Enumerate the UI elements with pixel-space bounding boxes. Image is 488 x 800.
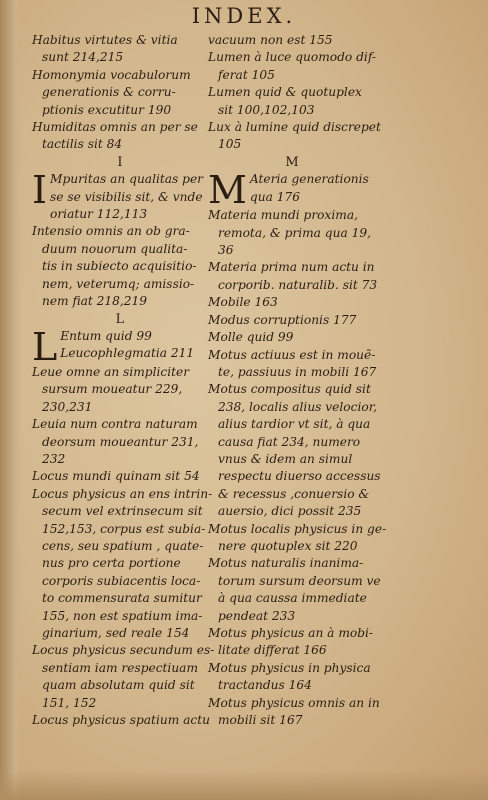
entry-line: vacuum non est 155: [208, 33, 333, 47]
index-column-right: [208, 32, 387, 729]
index-entry: [208, 312, 376, 329]
entry-line: Mobile 163: [208, 295, 278, 310]
entry-line: 105: [218, 137, 242, 152]
entry-line: auersio, dici possit 235: [218, 504, 362, 519]
entry-line: Locus mundi quinam sit 54: [32, 469, 200, 484]
entry-line: respectu diuerso accessus: [218, 469, 381, 484]
index-entry: [208, 660, 376, 695]
index-entry: [208, 259, 376, 294]
entry-line: Materia prima num actu in: [208, 260, 375, 275]
index-entry: [208, 207, 376, 259]
entry-line: & recessus ,conuersio &: [218, 486, 370, 501]
index-entry: [208, 119, 381, 154]
entry-line: Mpuritas an qualitas per: [50, 172, 203, 187]
entry-line: tractandus 164: [218, 678, 312, 693]
entry-line: Lux à lumine quid discrepet: [208, 120, 381, 135]
index-entry: [32, 324, 208, 369]
entry-line: Motus compositus quid sit: [208, 382, 371, 397]
index-entry: [32, 168, 208, 223]
entry-line: Locus physicus spatium actu: [32, 713, 210, 728]
drop-cap: I: [32, 168, 48, 213]
index-entry: [208, 347, 376, 382]
index-entry: [32, 119, 208, 154]
page-edge-shadow: [0, 0, 22, 800]
entry-line: mobili sit 167: [218, 713, 303, 728]
entry-line: Intensio omnis an ob gra-: [32, 224, 190, 239]
entry-line: Leuia num contra naturam: [32, 417, 198, 432]
entry-line: secum vel extrinsecum sit: [42, 504, 203, 519]
entry-line: vnus & idem an simul: [218, 451, 353, 466]
index-entry: [208, 32, 376, 49]
entry-line: nem, veterumq; amissio-: [42, 276, 195, 291]
index-entry: [32, 468, 208, 485]
drop-cap: M: [208, 168, 247, 213]
entry-line: corporis subiacentis loca-: [42, 573, 201, 588]
entry-line: Lumen à luce quomodo dif-: [208, 50, 377, 65]
index-entry: [32, 416, 208, 468]
entry-line: torum sursum deorsum ve: [218, 573, 381, 588]
index-entry: [32, 223, 208, 310]
entry-line: Lumen quid & quotuplex: [208, 85, 362, 100]
page-bottom-shadow: [0, 770, 488, 800]
entry-line: ptionis excutitur 190: [42, 102, 172, 117]
entry-line: 152,153, corpus est subia-: [42, 521, 206, 536]
index-entry: [208, 329, 376, 346]
section-letter: I: [117, 154, 123, 170]
entry-line: deorsum moueantur 231,: [42, 434, 199, 449]
entry-line: Motus actiuus est in mouẽ-: [208, 347, 376, 362]
entry-line: generationis & corru-: [42, 85, 176, 100]
entry-line: corporib. naturalib. sit 73: [218, 277, 378, 292]
index-entry: [32, 32, 208, 67]
index-entry: [208, 555, 381, 625]
entry-line: à qua caussa immediate: [218, 591, 367, 606]
entry-line: alius tardior vt sit, à qua: [218, 417, 371, 432]
drop-cap: L: [32, 324, 58, 369]
entry-line: causa fiat 234, numero: [218, 434, 361, 449]
entry-line: nere quotuplex sit 220: [218, 538, 358, 553]
entry-line: nem fiat 218,219: [42, 294, 148, 309]
entry-line: ginarium, sed reale 154: [42, 626, 190, 640]
index-entry: [32, 712, 208, 729]
entry-line: Motus physicus in physica: [208, 660, 371, 675]
entry-line: tactilis sit 84: [42, 137, 123, 152]
entry-line: qua 176: [249, 189, 300, 204]
section-letter: M: [285, 154, 299, 170]
page-title: INDEX.: [191, 4, 297, 28]
entry-line: nus pro certa portione: [42, 556, 181, 571]
entry-line: Homonymia vocabulorum: [32, 67, 191, 82]
entry-line: litate differat 166: [218, 643, 327, 658]
entry-line: Leue omne an simpliciter: [32, 364, 190, 379]
entry-line: 151, 152: [42, 695, 97, 710]
entry-line: Molle quid 99: [208, 330, 294, 345]
section-letter: L: [115, 311, 125, 327]
entry-line: Materia mundi proxima,: [208, 208, 358, 223]
entry-line: Modus corruptionis 177: [208, 312, 357, 327]
index-entry: [208, 381, 381, 520]
entry-line: se se visibilis sit, & vnde: [50, 189, 203, 204]
entry-line: Motus naturalis inanima-: [208, 556, 364, 571]
entry-line: Leucophlegmatia 211: [60, 346, 195, 361]
index-entry: [208, 521, 387, 556]
entry-line: Entum quid 99: [60, 328, 152, 343]
entry-line: 238, localis alius velocior,: [218, 399, 378, 414]
index-entry: [208, 695, 380, 730]
entry-line: sursum moueatur 229,: [42, 382, 183, 397]
entry-line: sunt 214,215: [42, 50, 124, 65]
entry-line: 232: [42, 451, 66, 466]
index-entry: [32, 642, 215, 712]
entry-line: cens, seu spatium , quate-: [42, 538, 204, 553]
entry-line: quam absolutam quid sit: [42, 678, 195, 693]
entry-line: Locus physicus secundum es-: [32, 643, 215, 658]
entry-line: Motus physicus an à mobi-: [208, 626, 374, 640]
entry-line: Motus localis physicus in ge-: [208, 521, 387, 536]
index-entry: [32, 364, 208, 416]
index-entry: [32, 486, 213, 643]
entry-line: sentiam iam respectiuam: [42, 660, 199, 675]
index-column-left: [32, 32, 215, 729]
entry-line: sit 100,102,103: [218, 102, 315, 117]
entry-line: Motus physicus omnis an in: [208, 695, 380, 710]
entry-line: duum nouorum qualita-: [42, 241, 188, 256]
entry-line: 155, non est spatium ima-: [42, 608, 203, 623]
entry-line: remota, & prima qua 19,: [218, 225, 371, 240]
entry-line: 36: [218, 243, 234, 258]
index-entry: [208, 294, 376, 311]
index-entry: [32, 67, 208, 119]
entry-line: ferat 105: [218, 67, 275, 82]
entry-line: Habitus virtutes & vitia: [32, 33, 178, 47]
index-entry: [208, 625, 376, 660]
entry-line: to commensurata sumitur: [42, 591, 202, 606]
entry-line: te, passiuus in mobili 167: [218, 364, 377, 379]
entry-line: Locus physicus an ens intrin-: [32, 486, 213, 501]
index-entry: [208, 168, 376, 213]
entry-line: 230,231: [42, 399, 93, 414]
entry-line: Humiditas omnis an per se: [32, 120, 198, 135]
entry-line: Ateria generationis: [249, 172, 369, 187]
entry-line: oriatur 112,113: [50, 207, 148, 222]
entry-line: pendeat 233: [218, 608, 296, 623]
index-entry: [208, 84, 376, 119]
index-entry: [208, 49, 376, 84]
entry-line: tis in subiecto acquisitio-: [42, 259, 197, 274]
